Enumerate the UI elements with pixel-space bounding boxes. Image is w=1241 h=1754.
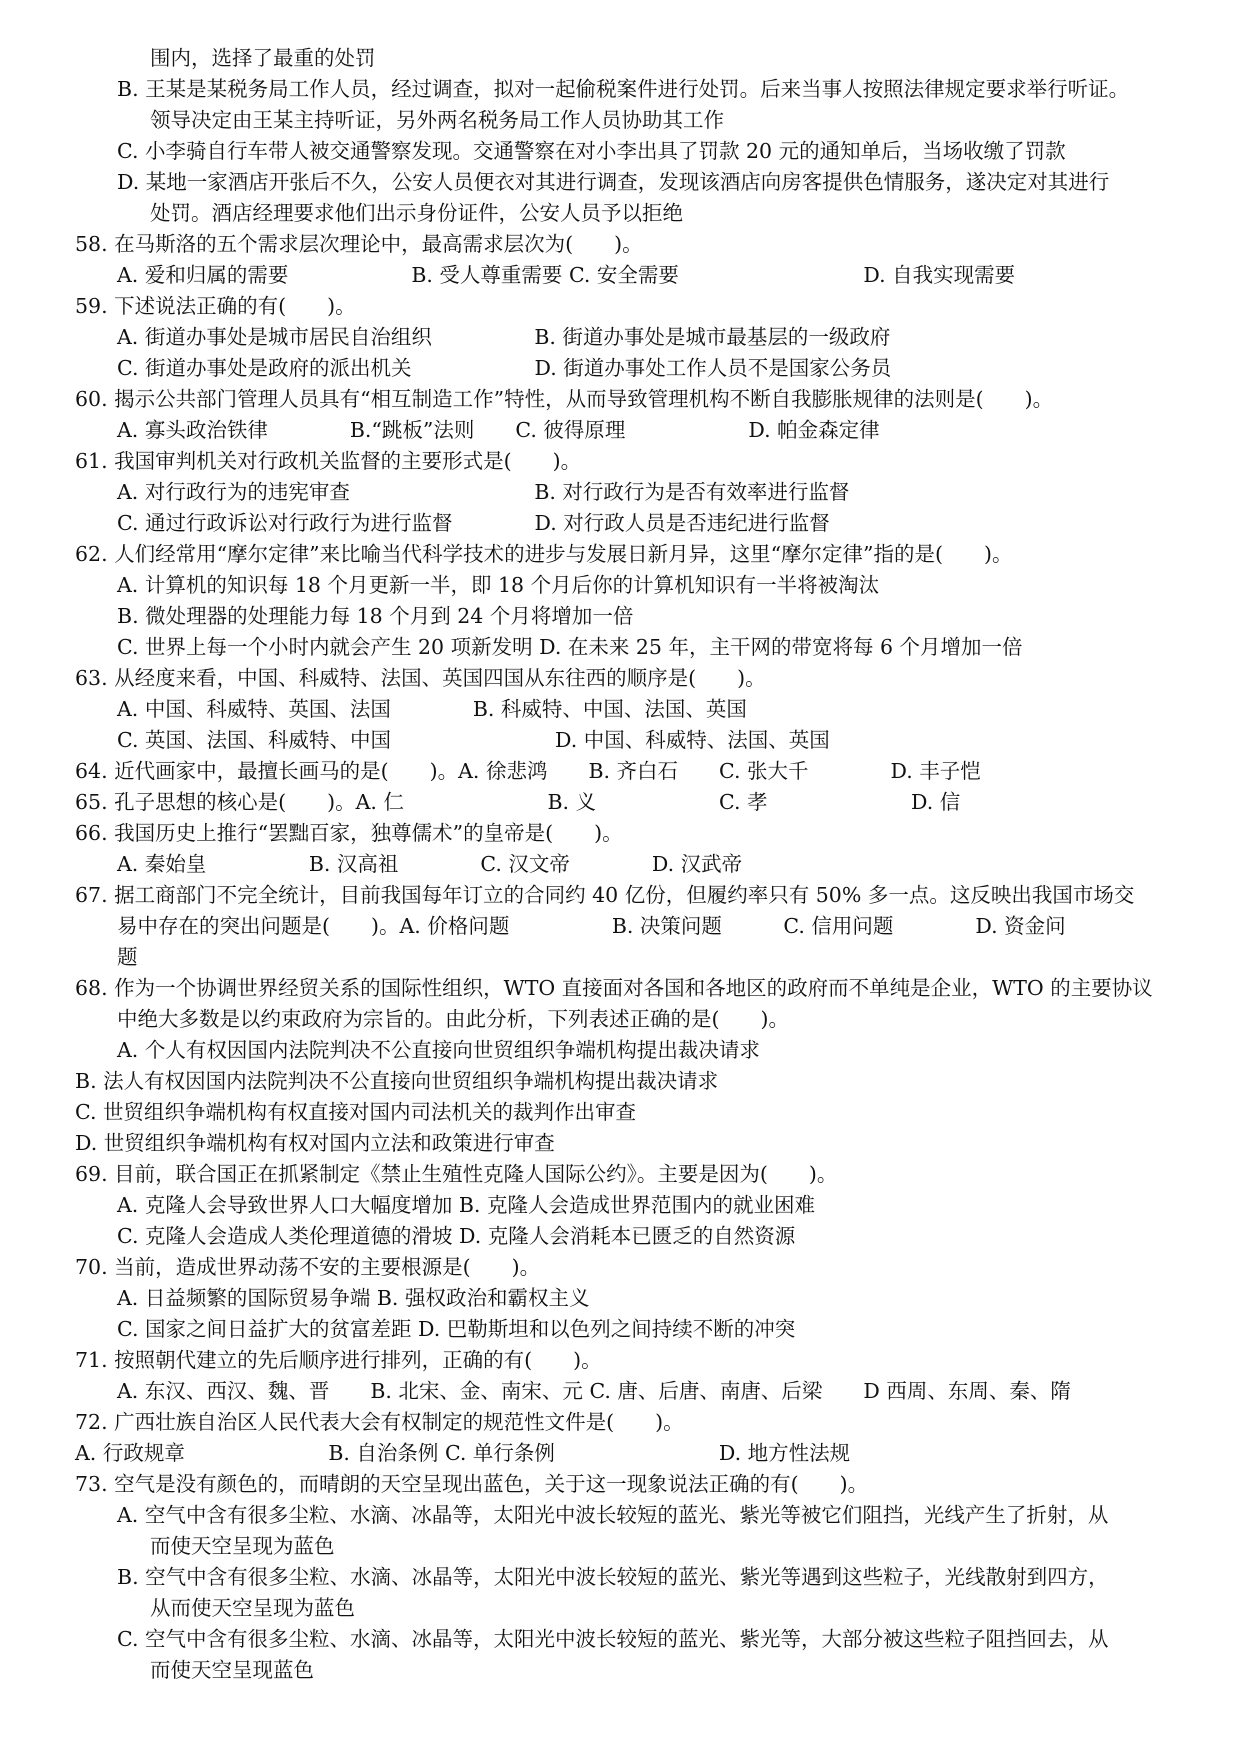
- text-line: A. 克隆人会导致世界人口大幅度增加 B. 克隆人会造成世界范围内的就业困难: [117, 1193, 815, 1217]
- text-line: C. 国家之间日益扩大的贫富差距 D. 巴勒斯坦和以色列之间持续不断的冲突: [117, 1317, 796, 1341]
- text-line: D. 某地一家酒店开张后不久，公安人员便衣对其进行调查，发现该酒店向房客提供色情服务，遂决定对其进行: [117, 170, 1110, 194]
- text-line: A. 计算机的知识每 18 个月更新一半，即 18 个月后你的计算机知识有一半将被淘汰: [117, 573, 880, 597]
- text-line: 围内，选择了最重的处罚: [150, 46, 376, 70]
- text-line: 71. 按照朝代建立的先后顺序进行排列，正确的有( )。: [75, 1348, 602, 1372]
- text-line: A. 秦始皇 B. 汉高祖 C. 汉文帝 D. 汉武帝: [117, 852, 743, 876]
- text-line: B. 空气中含有很多尘粒、水滴、冰晶等，太阳光中波长较短的蓝光、紫光等遇到这些粒子，光线散射到四方，: [117, 1565, 1109, 1589]
- text-line: A. 行政规章 B. 自治条例 C. 单行条例 D. 地方性法规: [75, 1441, 851, 1465]
- text-line: 59. 下述说法正确的有( )。: [75, 294, 356, 318]
- text-line: 58. 在马斯洛的五个需求层次理论中，最高需求层次为( )。: [75, 232, 643, 256]
- text-line: B. 王某是某税务局工作人员，经过调查，拟对一起偷税案件进行处罚。后来当事人按照法律规定要求举行听证。: [117, 77, 1130, 101]
- text-line: 中绝大多数是以约束政府为宗旨的。由此分析，下列表述正确的是( )。: [117, 1007, 789, 1031]
- text-line: B. 微处理器的处理能力每 18 个月到 24 个月将增加一倍: [117, 604, 634, 628]
- text-line: A. 对行政行为的违宪审查 B. 对行政行为是否有效率进行监督: [117, 480, 850, 504]
- text-line: 题: [117, 945, 138, 969]
- text-line: A. 街道办事处是城市居民自治组织 B. 街道办事处是城市最基层的一级政府: [117, 325, 891, 349]
- text-line: 67. 据工商部门不完全统计，目前我国每年订立的合同约 40 亿份，但履约率只有 50% 多一点。这反映出我国市场交: [75, 883, 1135, 907]
- text-line: C. 英国、法国、科威特、中国 D. 中国、科威特、法国、英国: [117, 728, 830, 752]
- text-line: A. 寡头政治铁律 B.“跳板”法则 C. 彼得原理 D. 帕金森定律: [117, 418, 880, 442]
- text-line: 61. 我国审判机关对行政机关监督的主要形式是( )。: [75, 449, 582, 473]
- text-line: B. 法人有权因国内法院判决不公直接向世贸组织争端机构提出裁决请求: [75, 1069, 719, 1093]
- text-line: C. 世贸组织争端机构有权直接对国内司法机关的裁判作出审查: [75, 1100, 636, 1124]
- text-line: A. 日益频繁的国际贸易争端 B. 强权政治和霸权主义: [117, 1286, 590, 1310]
- text-line: C. 克隆人会造成人类伦理道德的滑坡 D. 克隆人会消耗本已匮乏的自然资源: [117, 1224, 796, 1248]
- text-line: A. 中国、科威特、英国、法国 B. 科威特、中国、法国、英国: [117, 697, 747, 721]
- text-line: C. 街道办事处是政府的派出机关 D. 街道办事处工作人员不是国家公务员: [117, 356, 892, 380]
- text-line: A. 爱和归属的需要 B. 受人尊重需要 C. 安全需要 D. 自我实现需要: [117, 263, 1016, 287]
- text-line: 60. 揭示公共部门管理人员具有“相互制造工作”特性，从而导致管理机构不断自我膨胀规律的法则是( )。: [75, 387, 1054, 411]
- text-line: A. 空气中含有很多尘粒、水滴、冰晶等，太阳光中波长较短的蓝光、紫光等被它们阻挡，光线产生了折射，从: [117, 1503, 1109, 1527]
- text-line: 领导决定由王某主持听证，另外两名税务局工作人员协助其工作: [150, 108, 724, 132]
- text-line: 65. 孔子思想的核心是( )。A. 仁 B. 义 C. 孝 D. 信: [75, 790, 961, 814]
- text-line: 63. 从经度来看，中国、科威特、法国、英国四国从东往西的顺序是( )。: [75, 666, 766, 690]
- text-line: C. 世界上每一个小时内就会产生 20 项新发明 D. 在未来 25 年，主干网的带宽将每 6 个月增加一倍: [117, 635, 1023, 659]
- text-line: D. 世贸组织争端机构有权对国内立法和政策进行审查: [75, 1131, 555, 1155]
- text-line: 从而使天空呈现为蓝色: [150, 1596, 355, 1620]
- text-line: C. 空气中含有很多尘粒、水滴、冰晶等，太阳光中波长较短的蓝光、紫光等，大部分被这些粒子阻挡回去，从: [117, 1627, 1109, 1651]
- text-line: 70. 当前，造成世界动荡不安的主要根源是( )。: [75, 1255, 541, 1279]
- text-line: C. 通过行政诉讼对行政行为进行监督 D. 对行政人员是否违纪进行监督: [117, 511, 830, 535]
- text-line: 而使天空呈现为蓝色: [150, 1534, 335, 1558]
- text-line: A. 东汉、西汉、魏、晋 B. 北宋、金、南宋、元 C. 唐、后唐、南唐、后梁 D 西周、东周、秦、隋: [117, 1379, 1071, 1403]
- text-line: 72. 广西壮族自治区人民代表大会有权制定的规范性文件是( )。: [75, 1410, 684, 1434]
- text-line: 处罚。酒店经理要求他们出示身份证件，公安人员予以拒绝: [150, 201, 683, 225]
- text-line: 69. 目前，联合国正在抓紧制定《禁止生殖性克隆人国际公约》。主要是因为( )。: [75, 1162, 838, 1186]
- text-line: 66. 我国历史上推行“罢黜百家，独尊儒术”的皇帝是( )。: [75, 821, 623, 845]
- text-line: 68. 作为一个协调世界经贸关系的国际性组织，WTO 直接面对各国和各地区的政府而不单纯是企业，WTO 的主要协议: [75, 976, 1153, 1000]
- text-line: 而使天空呈现蓝色: [150, 1658, 314, 1682]
- text-line: 易中存在的突出问题是( )。A. 价格问题 B. 决策问题 C. 信用问题 D. 资金问: [117, 914, 1066, 938]
- text-line: 73. 空气是没有颜色的，而晴朗的天空呈现出蓝色，关于这一现象说法正确的有( )。: [75, 1472, 869, 1496]
- text-line: 64. 近代画家中，最擅长画马的是( )。A. 徐悲鸿 B. 齐白石 C. 张大千 D. 丰子恺: [75, 759, 981, 783]
- text-line: A. 个人有权因国内法院判决不公直接向世贸组织争端机构提出裁决请求: [117, 1038, 760, 1062]
- text-line: C. 小李骑自行车带人被交通警察发现。交通警察在对小李出具了罚款 20 元的通知单后，当场收缴了罚款: [117, 139, 1066, 163]
- text-line: 62. 人们经常用“摩尔定律”来比喻当代科学技术的进步与发展日新月异，这里“摩尔定律”指的是( )。: [75, 542, 1013, 566]
